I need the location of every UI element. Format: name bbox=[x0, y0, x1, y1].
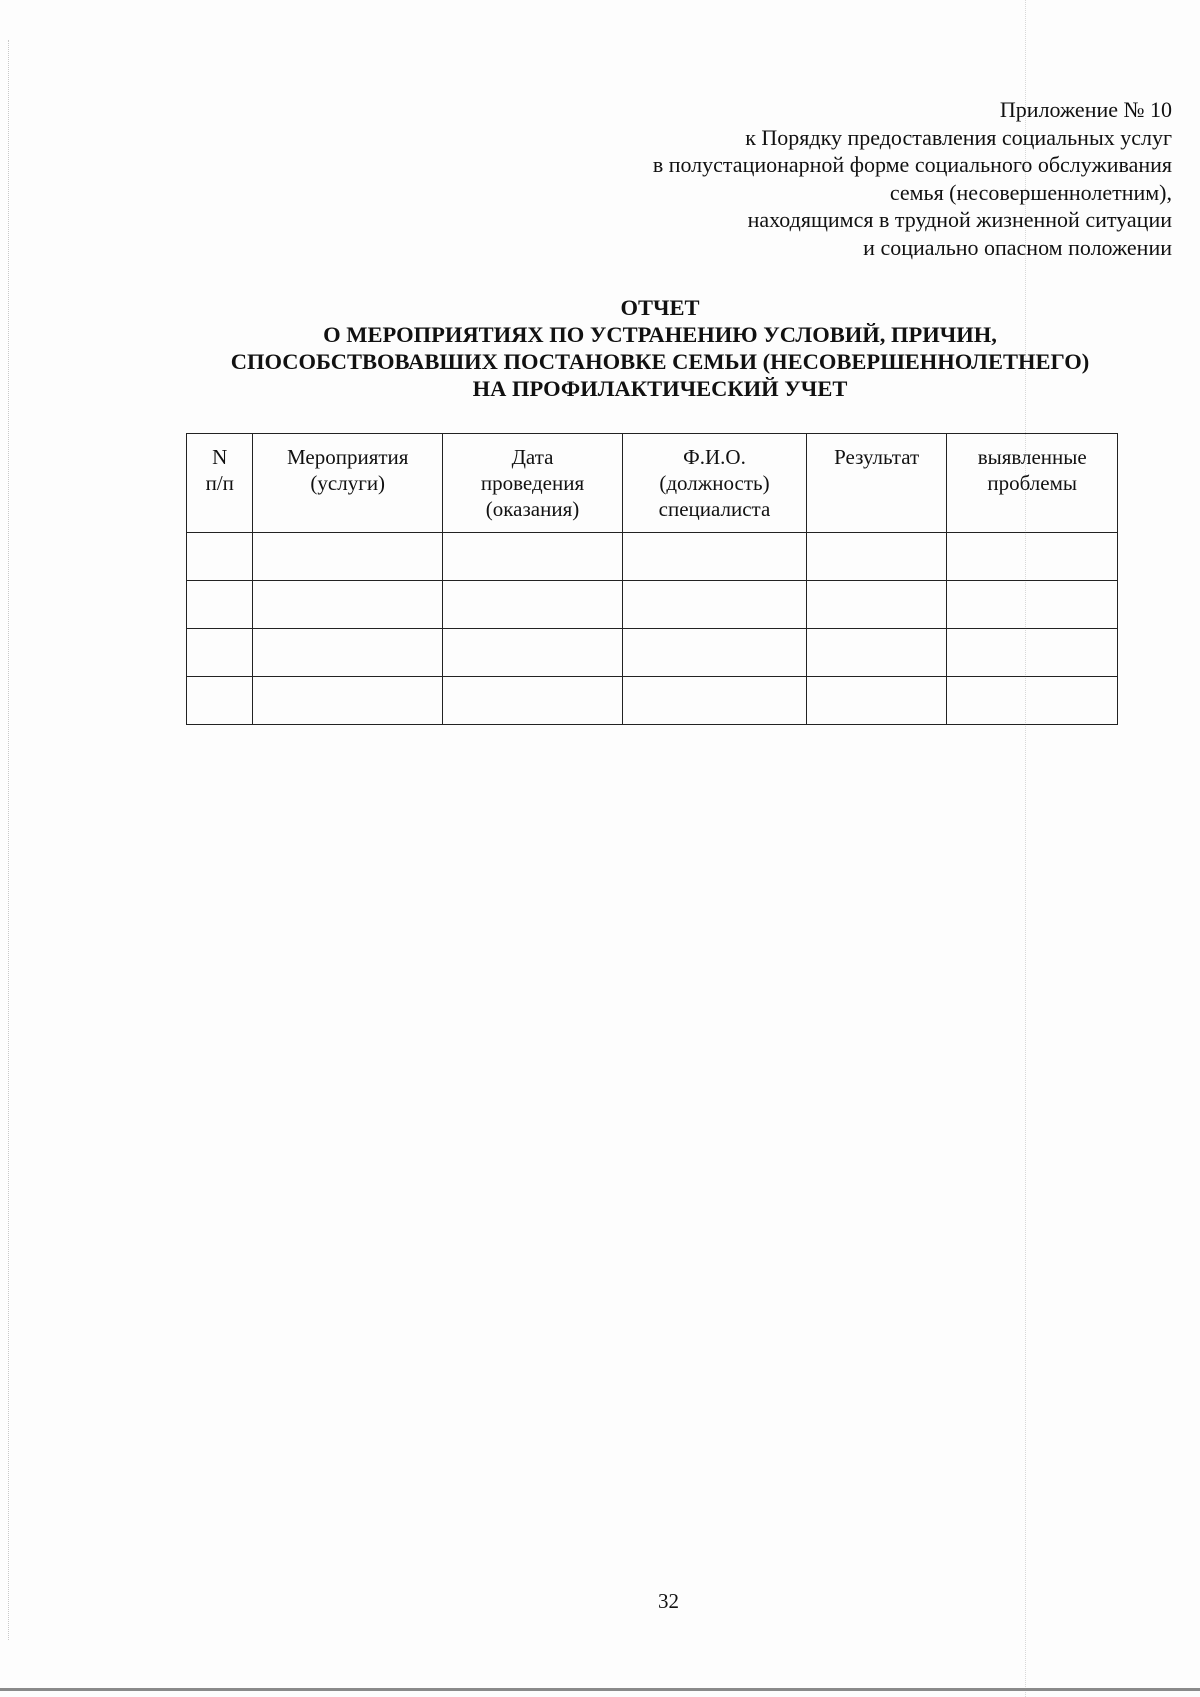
page-number: 32 bbox=[658, 1589, 679, 1613]
appendix-line: к Порядку предоставления социальных услуг bbox=[745, 124, 1172, 150]
header-number: N п/п bbox=[187, 434, 253, 533]
header-problems: выявленные проблемы bbox=[947, 434, 1118, 533]
table-cell bbox=[947, 533, 1118, 581]
table-cell bbox=[442, 629, 622, 677]
table-cell bbox=[253, 677, 443, 725]
report-title bbox=[100, 294, 1200, 402]
header-result: Результат bbox=[806, 434, 947, 533]
appendix-line: Приложение № 10 bbox=[999, 97, 1172, 122]
appendix-line: семья (несовершеннолетним), bbox=[889, 179, 1172, 205]
table-cell bbox=[806, 677, 947, 725]
title-line: СПОСОБСТВОВАВШИХ ПОСТАНОВКЕ СЕМЬИ (НЕСОВЕРШЕННОЛЕТНЕГО) bbox=[230, 349, 1090, 374]
appendix-note bbox=[412, 96, 1172, 261]
table-cell bbox=[623, 581, 807, 629]
table-cell bbox=[947, 677, 1118, 725]
title-line: НА ПРОФИЛАКТИЧЕСКИЙ УЧЕТ bbox=[472, 376, 848, 401]
header-activities: Мероприятия (услуги) bbox=[253, 434, 443, 533]
table-cell bbox=[442, 677, 622, 725]
table-cell bbox=[623, 533, 807, 581]
table-cell bbox=[187, 629, 253, 677]
table-row bbox=[187, 629, 1118, 677]
table-cell bbox=[253, 581, 443, 629]
table-cell bbox=[623, 629, 807, 677]
table-cell bbox=[442, 533, 622, 581]
scan-bottom-edge bbox=[0, 1688, 1200, 1691]
table-header-row bbox=[187, 434, 1118, 533]
table-cell bbox=[806, 533, 947, 581]
table-row bbox=[187, 677, 1118, 725]
table-row bbox=[187, 533, 1118, 581]
table-cell bbox=[623, 677, 807, 725]
table-cell bbox=[947, 581, 1118, 629]
table-cell bbox=[806, 581, 947, 629]
table-cell bbox=[806, 629, 947, 677]
appendix-line: в полустационарной форме социального обслуживания bbox=[652, 152, 1172, 177]
table-cell bbox=[187, 581, 253, 629]
appendix-line: и социально опасном положении bbox=[863, 234, 1172, 260]
title-line: О МЕРОПРИЯТИЯХ ПО УСТРАНЕНИЮ УСЛОВИЙ, ПРИЧИН, bbox=[323, 322, 997, 347]
header-specialist: Ф.И.О. (должность) специалиста bbox=[623, 434, 807, 533]
table-cell bbox=[442, 581, 622, 629]
header-date: Дата проведения (оказания) bbox=[442, 434, 622, 533]
report-table bbox=[186, 433, 1118, 725]
table-cell bbox=[253, 629, 443, 677]
table-cell bbox=[187, 677, 253, 725]
table-cell bbox=[187, 533, 253, 581]
table-cell bbox=[947, 629, 1118, 677]
table-row bbox=[187, 581, 1118, 629]
appendix-line: находящимся в трудной жизненной ситуации bbox=[747, 207, 1172, 232]
title-line: ОТЧЕТ bbox=[620, 295, 700, 320]
table-cell bbox=[253, 533, 443, 581]
scan-edge-marks-left bbox=[8, 40, 13, 1640]
